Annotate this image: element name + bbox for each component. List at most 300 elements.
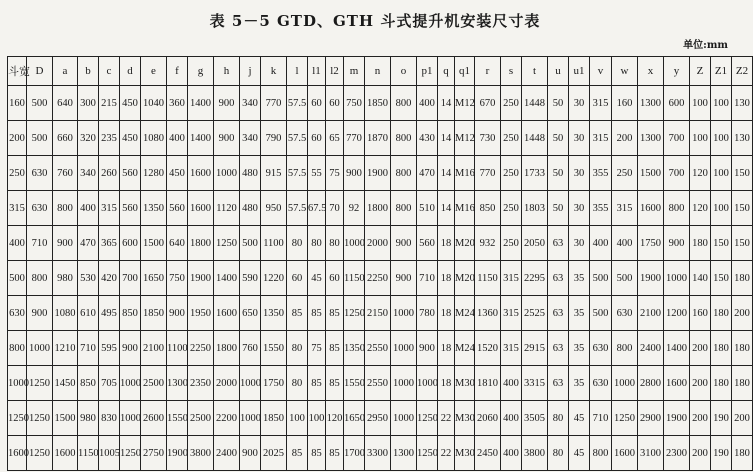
- table-cell: 150: [711, 261, 732, 296]
- table-cell: 1650: [141, 261, 167, 296]
- table-cell: 630: [590, 331, 612, 366]
- table-cell: 215: [99, 86, 120, 121]
- table-cell: 800: [27, 261, 53, 296]
- table-cell: 92: [344, 191, 365, 226]
- table-cell: 480: [240, 156, 261, 191]
- table-cell: 1900: [167, 436, 188, 471]
- table-cell: 340: [78, 156, 99, 191]
- table-cell: 1150: [475, 261, 501, 296]
- table-cell: 1810: [475, 366, 501, 401]
- table-cell: 85: [308, 366, 326, 401]
- column-header: Z2: [732, 57, 753, 86]
- table-cell: 315: [99, 191, 120, 226]
- table-cell: 50: [548, 121, 569, 156]
- table-cell: 35: [569, 366, 590, 401]
- table-cell: 190: [711, 401, 732, 436]
- table-cell: M24: [455, 296, 475, 331]
- table-cell: 63: [548, 261, 569, 296]
- table-cell: 18: [438, 331, 455, 366]
- column-header: p1: [417, 57, 438, 86]
- table-cell: 2550: [365, 331, 391, 366]
- table-cell: 1950: [188, 296, 214, 331]
- table-cell: 150: [732, 191, 753, 226]
- table-cell: 500: [27, 86, 53, 121]
- table-cell: 57.5: [287, 121, 308, 156]
- column-header: g: [188, 57, 214, 86]
- table-cell: 45: [308, 261, 326, 296]
- table-cell: 750: [167, 261, 188, 296]
- table-cell: 18: [438, 261, 455, 296]
- table-row: [8, 156, 753, 191]
- table-cell: 2000: [365, 226, 391, 261]
- table-cell: 1080: [141, 121, 167, 156]
- column-header: u1: [569, 57, 590, 86]
- column-header: k: [261, 57, 287, 86]
- table-cell: 3315: [522, 366, 548, 401]
- column-header: x: [638, 57, 664, 86]
- table-cell: 950: [261, 191, 287, 226]
- table-cell: 355: [590, 191, 612, 226]
- table-cell: 2025: [261, 436, 287, 471]
- column-header: b: [78, 57, 99, 86]
- table-cell: 900: [53, 226, 78, 261]
- table-cell: 495: [99, 296, 120, 331]
- table-cell: 180: [732, 261, 753, 296]
- table-cell: 1500: [53, 401, 78, 436]
- table-cell: 1550: [167, 401, 188, 436]
- table-cell: 30: [569, 156, 590, 191]
- table-cell: 250: [501, 226, 522, 261]
- table-cell: 100: [308, 401, 326, 436]
- table-cell: 100: [690, 86, 711, 121]
- table-row: [8, 121, 753, 156]
- table-cell: 760: [53, 156, 78, 191]
- column-header: o: [391, 57, 417, 86]
- table-cell: 1800: [365, 191, 391, 226]
- table-cell: 160: [690, 296, 711, 331]
- table-cell: 1400: [214, 261, 240, 296]
- table-cell: 1750: [261, 366, 287, 401]
- table-cell: 1000: [240, 401, 261, 436]
- table-cell: 340: [240, 86, 261, 121]
- table-cell: 365: [99, 226, 120, 261]
- column-header: Z1: [711, 57, 732, 86]
- table-cell: M30: [455, 401, 475, 436]
- table-cell: 130: [732, 86, 753, 121]
- table-cell: 180: [690, 226, 711, 261]
- table-cell: 2800: [638, 366, 664, 401]
- table-cell: 470: [417, 156, 438, 191]
- table-cell: 80: [548, 401, 569, 436]
- table-cell: 1250: [612, 401, 638, 436]
- table-cell: 400: [8, 226, 27, 261]
- table-cell: 3100: [638, 436, 664, 471]
- table-cell: 1500: [141, 226, 167, 261]
- table-cell: 710: [27, 226, 53, 261]
- column-header: q1: [455, 57, 475, 86]
- table-cell: 250: [612, 156, 638, 191]
- table-cell: 2500: [188, 401, 214, 436]
- table-cell: 770: [261, 86, 287, 121]
- table-cell: 315: [590, 86, 612, 121]
- table-cell: 900: [344, 156, 365, 191]
- table-cell: 1600: [664, 366, 690, 401]
- table-cell: 80: [287, 366, 308, 401]
- table-cell: 315: [501, 331, 522, 366]
- table-cell: 2500: [141, 366, 167, 401]
- table-cell: 2100: [638, 296, 664, 331]
- column-header: w: [612, 57, 638, 86]
- table-cell: 180: [732, 436, 753, 471]
- table-cell: 630: [27, 156, 53, 191]
- column-header: s: [501, 57, 522, 86]
- table-cell: 50: [548, 191, 569, 226]
- table-cell: 200: [8, 121, 27, 156]
- table-cell: 85: [326, 296, 344, 331]
- table-cell: 900: [664, 226, 690, 261]
- table-cell: 100: [287, 401, 308, 436]
- table-cell: 560: [120, 191, 141, 226]
- table-cell: 1000: [417, 366, 438, 401]
- table-cell: 1800: [188, 226, 214, 261]
- table-cell: 900: [240, 436, 261, 471]
- table-cell: 450: [120, 121, 141, 156]
- table-cell: 480: [240, 191, 261, 226]
- table-cell: 660: [53, 121, 78, 156]
- table-cell: 850: [120, 296, 141, 331]
- table-cell: 60: [308, 86, 326, 121]
- table-cell: 260: [99, 156, 120, 191]
- table-cell: 595: [99, 331, 120, 366]
- table-row: [8, 226, 753, 261]
- table-row: [8, 261, 753, 296]
- table-cell: 22: [438, 436, 455, 471]
- table-cell: 57.5: [287, 156, 308, 191]
- table-cell: 560: [417, 226, 438, 261]
- table-cell: 315: [8, 191, 27, 226]
- table-cell: 1150: [344, 261, 365, 296]
- table-cell: 100: [711, 156, 732, 191]
- table-cell: 320: [78, 121, 99, 156]
- table-cell: 30: [569, 191, 590, 226]
- table-cell: 200: [690, 401, 711, 436]
- table-cell: 1400: [188, 86, 214, 121]
- table-cell: 150: [711, 226, 732, 261]
- table-cell: 1360: [475, 296, 501, 331]
- table-cell: 85: [287, 296, 308, 331]
- table-cell: 1448: [522, 121, 548, 156]
- table-cell: 600: [664, 86, 690, 121]
- table-cell: 1280: [141, 156, 167, 191]
- table-cell: M30: [455, 366, 475, 401]
- table-cell: 2915: [522, 331, 548, 366]
- table-cell: 2400: [638, 331, 664, 366]
- table-cell: 2550: [365, 366, 391, 401]
- column-header: n: [365, 57, 391, 86]
- table-cell: 180: [711, 331, 732, 366]
- table-cell: 1900: [365, 156, 391, 191]
- table-cell: 85: [287, 436, 308, 471]
- table-cell: 1450: [53, 366, 78, 401]
- table-row: [8, 366, 753, 401]
- table-cell: 600: [120, 226, 141, 261]
- table-cell: 1300: [638, 86, 664, 121]
- table-cell: 200: [690, 366, 711, 401]
- table-cell: M20: [455, 226, 475, 261]
- table-cell: 75: [326, 156, 344, 191]
- table-cell: 450: [120, 86, 141, 121]
- table-cell: 1733: [522, 156, 548, 191]
- table-cell: 80: [326, 226, 344, 261]
- table-cell: 800: [391, 121, 417, 156]
- table-cell: 1250: [120, 436, 141, 471]
- table-cell: 1448: [522, 86, 548, 121]
- table-cell: 120: [690, 191, 711, 226]
- table-cell: 100: [690, 121, 711, 156]
- table-cell: 1000: [240, 366, 261, 401]
- table-cell: 850: [78, 366, 99, 401]
- table-cell: M30: [455, 436, 475, 471]
- table-cell: 400: [417, 86, 438, 121]
- table-cell: 760: [240, 331, 261, 366]
- table-cell: 315: [501, 261, 522, 296]
- table-cell: 35: [569, 331, 590, 366]
- table-cell: 1120: [214, 191, 240, 226]
- table-cell: 630: [8, 296, 27, 331]
- column-header: r: [475, 57, 501, 86]
- column-header: l: [287, 57, 308, 86]
- table-cell: 980: [78, 401, 99, 436]
- table-cell: 1250: [214, 226, 240, 261]
- table-row: [8, 331, 753, 366]
- table-cell: 2000: [214, 366, 240, 401]
- table-cell: 63: [548, 331, 569, 366]
- table-cell: 80: [548, 436, 569, 471]
- table-cell: 63: [548, 226, 569, 261]
- table-cell: 140: [690, 261, 711, 296]
- table-cell: M20: [455, 261, 475, 296]
- table-cell: 650: [240, 296, 261, 331]
- table-cell: 190: [711, 436, 732, 471]
- table-cell: 3800: [522, 436, 548, 471]
- table-cell: 160: [612, 86, 638, 121]
- table-cell: 900: [120, 331, 141, 366]
- column-header: u: [548, 57, 569, 86]
- table-row: [8, 86, 753, 121]
- table-cell: 1850: [141, 296, 167, 331]
- table-cell: 900: [27, 296, 53, 331]
- table-cell: 1000: [391, 331, 417, 366]
- table-cell: 30: [569, 226, 590, 261]
- table-cell: 160: [8, 86, 27, 121]
- table-cell: 500: [8, 261, 27, 296]
- table-cell: 45: [569, 401, 590, 436]
- table-cell: 710: [590, 401, 612, 436]
- table-cell: 100: [711, 191, 732, 226]
- table-cell: 2600: [141, 401, 167, 436]
- table-cell: 340: [240, 121, 261, 156]
- table-cell: 1400: [664, 331, 690, 366]
- table-cell: 30: [569, 121, 590, 156]
- table-cell: 57.5: [287, 191, 308, 226]
- table-cell: 85: [326, 366, 344, 401]
- table-cell: 2050: [522, 226, 548, 261]
- table-cell: 250: [501, 121, 522, 156]
- table-cell: 790: [261, 121, 287, 156]
- table-cell: 35: [569, 261, 590, 296]
- table-cell: 1100: [167, 331, 188, 366]
- table-cell: 2525: [522, 296, 548, 331]
- table-cell: 710: [417, 261, 438, 296]
- table-cell: 1220: [261, 261, 287, 296]
- table-cell: 1600: [53, 436, 78, 471]
- table-cell: 900: [214, 121, 240, 156]
- table-cell: 915: [261, 156, 287, 191]
- table-cell: 1700: [344, 436, 365, 471]
- table-cell: 500: [590, 261, 612, 296]
- table-cell: 235: [99, 121, 120, 156]
- table-cell: 630: [590, 366, 612, 401]
- table-cell: 700: [664, 121, 690, 156]
- table-cell: 470: [78, 226, 99, 261]
- table-cell: 1350: [344, 331, 365, 366]
- table-cell: 1210: [53, 331, 78, 366]
- column-header: t: [522, 57, 548, 86]
- table-cell: 1600: [188, 191, 214, 226]
- table-cell: 1550: [261, 331, 287, 366]
- column-header: y: [664, 57, 690, 86]
- column-header: c: [99, 57, 120, 86]
- table-cell: 180: [732, 366, 753, 401]
- column-header: a: [53, 57, 78, 86]
- table-cell: 1250: [417, 436, 438, 471]
- column-header: 斗宽: [8, 57, 27, 86]
- table-cell: 1803: [522, 191, 548, 226]
- table-cell: M12: [455, 121, 475, 156]
- table-cell: 830: [99, 401, 120, 436]
- table-cell: 63: [548, 366, 569, 401]
- table-cell: 14: [438, 156, 455, 191]
- table-cell: 200: [690, 331, 711, 366]
- table-cell: 50: [548, 86, 569, 121]
- table-cell: 1040: [141, 86, 167, 121]
- table-cell: 1350: [141, 191, 167, 226]
- table-cell: 3300: [365, 436, 391, 471]
- table-cell: 1005: [99, 436, 120, 471]
- table-cell: 80: [287, 226, 308, 261]
- dimension-table: [7, 56, 753, 471]
- table-cell: 2150: [365, 296, 391, 331]
- table-cell: 700: [664, 156, 690, 191]
- table-cell: 2300: [664, 436, 690, 471]
- table-cell: 85: [308, 296, 326, 331]
- table-cell: 150: [732, 226, 753, 261]
- column-header: l2: [326, 57, 344, 86]
- table-cell: 60: [308, 121, 326, 156]
- table-cell: 18: [438, 366, 455, 401]
- table-cell: 800: [53, 191, 78, 226]
- table-cell: 900: [391, 261, 417, 296]
- table-cell: 900: [167, 296, 188, 331]
- table-cell: 130: [732, 121, 753, 156]
- table-cell: 3800: [188, 436, 214, 471]
- table-cell: 200: [732, 296, 753, 331]
- table-cell: 1250: [27, 436, 53, 471]
- column-header: D: [27, 57, 53, 86]
- table-cell: 3505: [522, 401, 548, 436]
- table-cell: 1850: [365, 86, 391, 121]
- table-cell: 85: [308, 436, 326, 471]
- table-cell: 800: [664, 191, 690, 226]
- table-cell: M12: [455, 86, 475, 121]
- table-cell: 2100: [141, 331, 167, 366]
- column-header: Z: [690, 57, 711, 86]
- table-cell: 2295: [522, 261, 548, 296]
- table-cell: 1520: [475, 331, 501, 366]
- column-header: v: [590, 57, 612, 86]
- table-cell: 315: [590, 121, 612, 156]
- table-cell: 80: [287, 331, 308, 366]
- table-cell: 60: [326, 86, 344, 121]
- table-cell: 120: [690, 156, 711, 191]
- table-cell: 430: [417, 121, 438, 156]
- table-cell: M16: [455, 156, 475, 191]
- table-cell: 250: [501, 156, 522, 191]
- table-cell: 1600: [8, 436, 27, 471]
- table-cell: 70: [326, 191, 344, 226]
- table-cell: 1000: [214, 156, 240, 191]
- table-cell: 2250: [365, 261, 391, 296]
- column-header: l1: [308, 57, 326, 86]
- column-header: f: [167, 57, 188, 86]
- table-cell: 1200: [664, 296, 690, 331]
- table-cell: 610: [78, 296, 99, 331]
- table-cell: 1000: [8, 366, 27, 401]
- column-header: d: [120, 57, 141, 86]
- table-cell: 1000: [391, 296, 417, 331]
- table-cell: 14: [438, 191, 455, 226]
- table-cell: 1250: [8, 401, 27, 436]
- table-cell: 55: [308, 156, 326, 191]
- table-cell: 65: [326, 121, 344, 156]
- table-cell: 1000: [664, 261, 690, 296]
- table-cell: 400: [501, 401, 522, 436]
- table-cell: 1500: [638, 156, 664, 191]
- table-cell: 670: [475, 86, 501, 121]
- table-cell: 560: [120, 156, 141, 191]
- table-row: [8, 401, 753, 436]
- table-cell: 75: [308, 331, 326, 366]
- unit-label: 单位:mm: [683, 40, 728, 51]
- table-cell: 1300: [391, 436, 417, 471]
- table-cell: 22: [438, 401, 455, 436]
- column-header: h: [214, 57, 240, 86]
- table-cell: 1000: [612, 366, 638, 401]
- table-cell: 500: [590, 296, 612, 331]
- table-cell: 1900: [638, 261, 664, 296]
- table-row: [8, 296, 753, 331]
- table-cell: 420: [99, 261, 120, 296]
- table-cell: 1000: [391, 366, 417, 401]
- table-cell: 800: [391, 191, 417, 226]
- table-cell: 14: [438, 86, 455, 121]
- table-cell: 85: [326, 436, 344, 471]
- table-cell: 1080: [53, 296, 78, 331]
- table-cell: 1400: [188, 121, 214, 156]
- table-row: [8, 436, 753, 471]
- table-cell: 800: [612, 331, 638, 366]
- table-cell: 1250: [27, 366, 53, 401]
